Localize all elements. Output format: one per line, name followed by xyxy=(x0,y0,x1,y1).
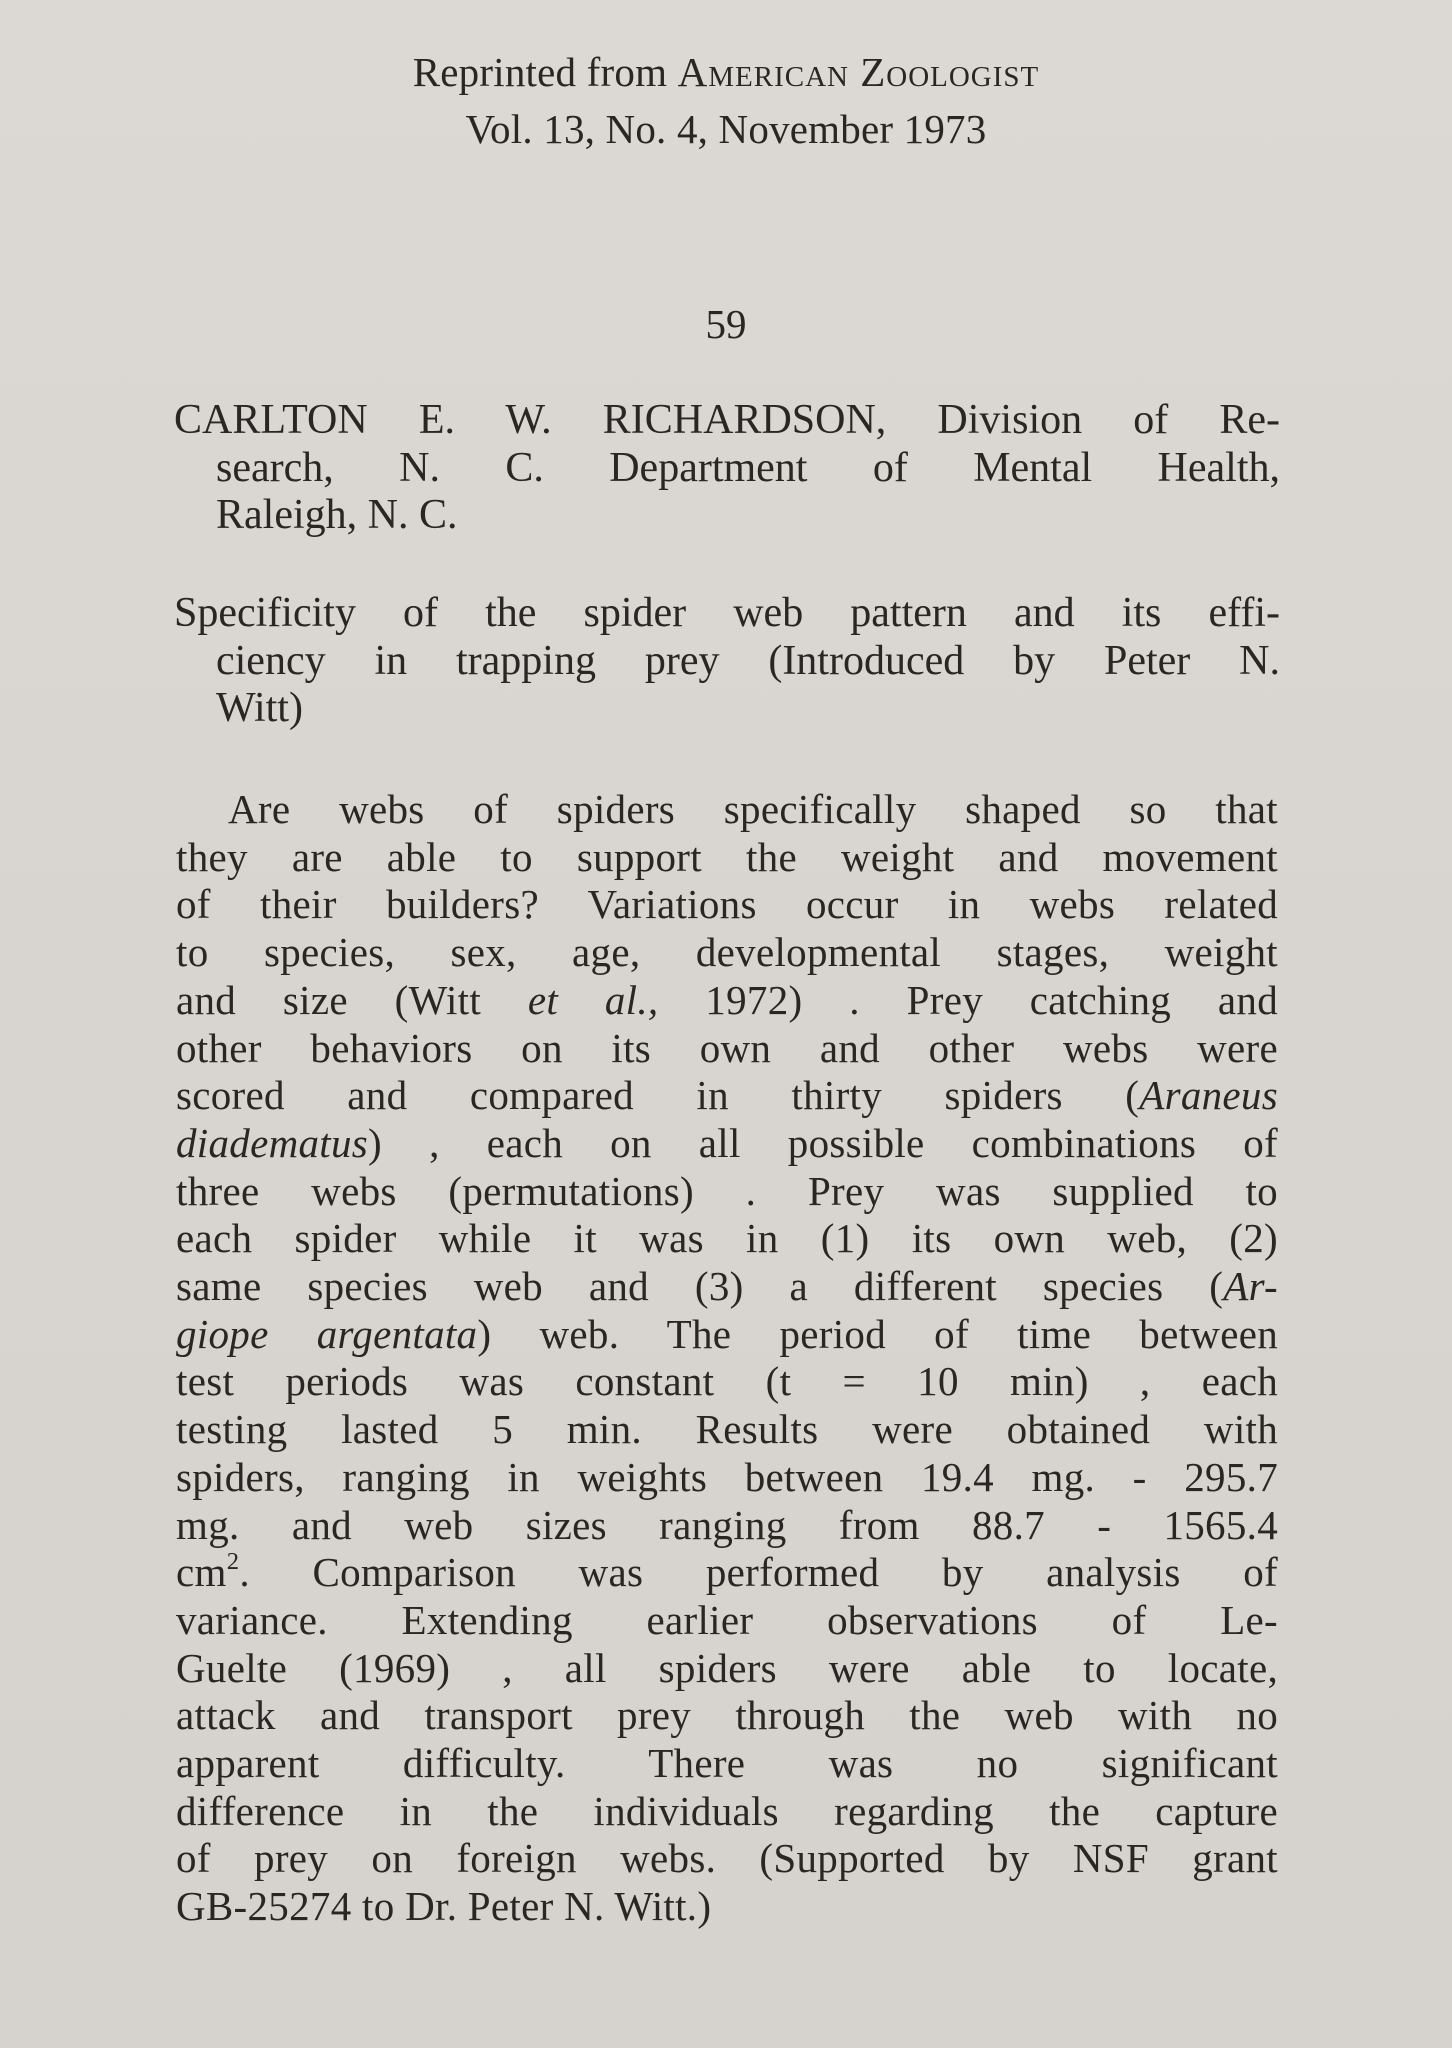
title-line: Witt) xyxy=(216,685,303,731)
author-line: search, N. C. Department of Mental Health, xyxy=(216,444,1280,491)
abstract-line: each spider while it was in (1) its own web, (2) xyxy=(176,1215,1278,1262)
reprint-header-line1 xyxy=(0,44,1452,101)
abstract-line xyxy=(176,1263,1278,1311)
abstract-text-run: 1972) . Prey catching and xyxy=(658,976,1278,1023)
abstract-line xyxy=(176,1072,1278,1120)
abstract-line: spiders, ranging in weights between 19.4 mg. - 295.7 xyxy=(176,1453,1278,1500)
journal-name: American Zoologist xyxy=(677,49,1040,95)
abstract-line: mg. and web sizes ranging from 88.7 - 1565.4 xyxy=(176,1501,1278,1548)
abstract-text-run: ) web. The period of time between xyxy=(477,1310,1278,1357)
title-line: Specificity of the spider web pattern and its effi- xyxy=(174,590,1280,636)
abstract-line: GB-25274 to Dr. Peter N. Witt.) xyxy=(176,1883,712,1930)
page-number: 59 xyxy=(705,301,747,347)
abstract-line: they are able to support the weight and movement xyxy=(176,833,1278,880)
abstract-line xyxy=(176,1311,1278,1359)
abstract-line: Are webs of spiders specifically shaped so that xyxy=(228,786,1278,832)
abstract-text-run: same species web and (3) a different species ( xyxy=(176,1263,1224,1310)
title-line: ciency in trapping prey (Introduced by Peter N. xyxy=(216,637,1280,684)
abstract-text-run: ) , each on all possible combinations of xyxy=(368,1119,1278,1166)
author-affiliation xyxy=(174,397,1280,540)
abstract-line: other behaviors on its own and other webs were xyxy=(176,1024,1278,1071)
abstract-line: of their builders? Variations occur in webs related xyxy=(176,881,1278,928)
abstract-line: to species, sex, age, developmental stages, weight xyxy=(176,929,1278,976)
author-line: Raleigh, N. C. xyxy=(216,492,458,538)
abstract-line xyxy=(176,1120,1278,1168)
abstract-line: $cm^2$. Comparison was performed by analysis of xyxy=(176,1548,1278,1596)
abstract-line: Guelte (1969) , all spiders were able to locate, xyxy=(176,1644,1278,1691)
abstract-line: of prey on foreign webs. (Supported by NSF grant xyxy=(176,1835,1278,1882)
italic-taxon-text: diadematus xyxy=(176,1119,369,1166)
abstract-text xyxy=(176,786,1278,1931)
abstract-line: difference in the individuals regarding the capture xyxy=(176,1787,1278,1834)
italic-taxon-text: giope argentata xyxy=(176,1310,478,1357)
abstract-line: testing lasted 5 min. Results were obtained with xyxy=(176,1406,1278,1453)
italic-taxon-text: et al., xyxy=(527,976,659,1023)
abstract-line: three webs (permutations) . Prey was supplied to xyxy=(176,1167,1278,1214)
abstract-text-run: and size (Witt xyxy=(176,976,528,1023)
abstract-text-run: scored and compared in thirty spiders ( xyxy=(176,1072,1140,1119)
abstract-line: attack and transport prey through the web with no xyxy=(176,1692,1278,1739)
paper-title xyxy=(174,590,1280,733)
abstract-line: variance. Extending earlier observations of Le- xyxy=(176,1596,1278,1643)
abstract-line: apparent difficulty. There was no significant xyxy=(176,1740,1278,1787)
abstract-line xyxy=(176,977,1278,1025)
reprint-prefix: Reprinted from xyxy=(412,49,668,95)
reprint-header-line2: Vol. 13, No. 4, November 1973 xyxy=(465,106,987,152)
author-line: CARLTON E. W. RICHARDSON, Division of Re- xyxy=(174,397,1280,443)
abstract-line: test periods was constant (t = 10 min) , each xyxy=(176,1358,1278,1405)
italic-taxon-text: Ar- xyxy=(1223,1263,1278,1310)
italic-taxon-text: Araneus xyxy=(1139,1072,1278,1119)
